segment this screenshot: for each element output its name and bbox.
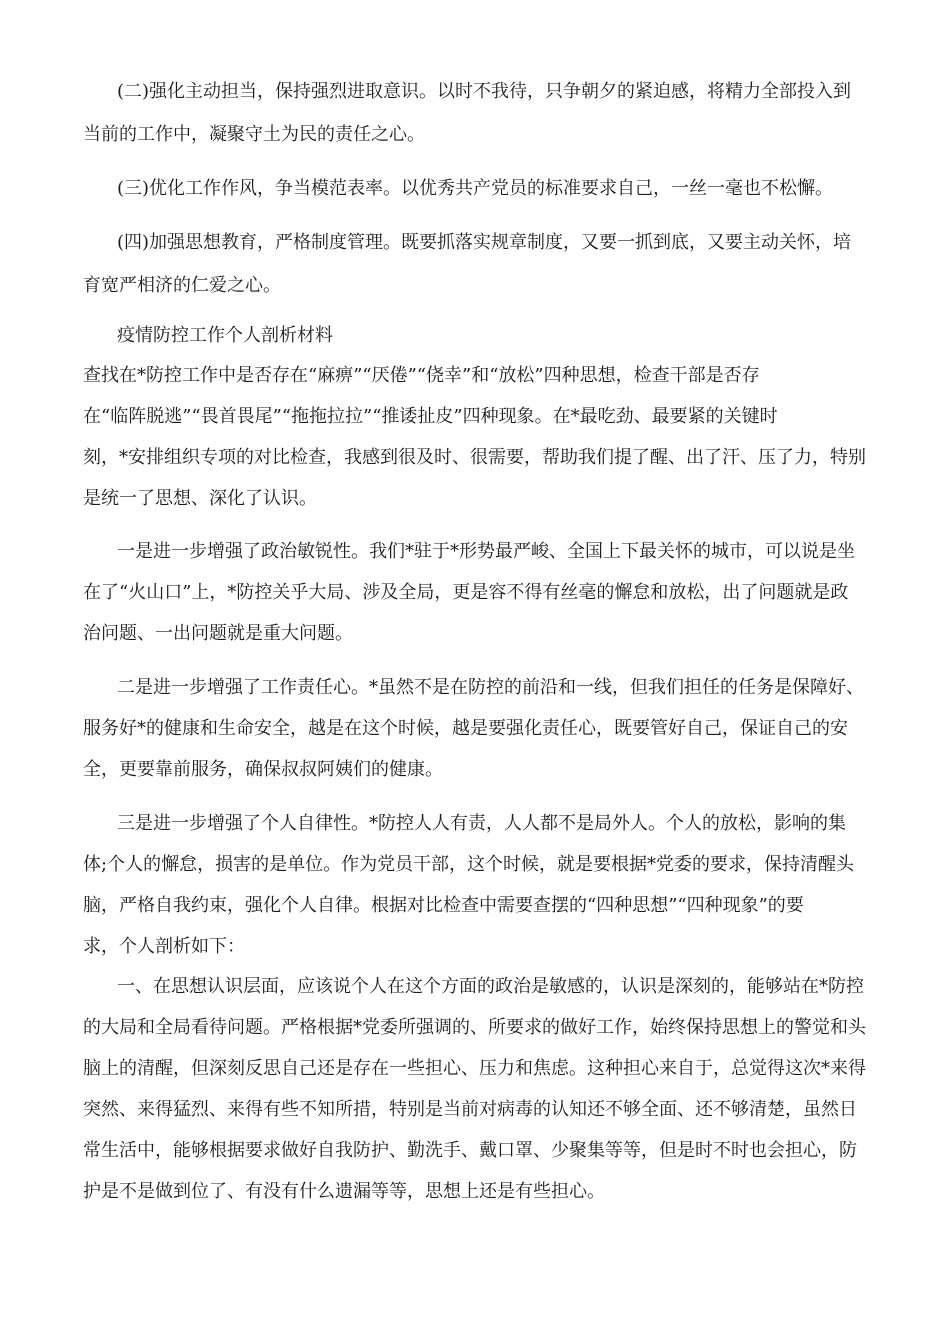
section-heading: 疫情防控工作个人剖析材料 <box>117 325 333 346</box>
text-line: 突然、来得猛烈、来得有些不知所措，特别是当前对病毒的认知还不够全面、还不够清楚，虽然日 <box>83 1099 857 1120</box>
text-line: 在了“火山口”上，*防控关乎大局、涉及全局，更是容不得有丝毫的懈怠和放松，出了问题就是政 <box>83 582 849 603</box>
text-line: 查找在*防控工作中是否存在“麻痹”“厌倦”“侥幸”和“放松”四种思想，检查干部是否存 <box>83 365 760 386</box>
text-line: (四)加强思想教育，严格制度管理。既要抓落实规章制度，又要一抓到底，又要主动关怀，培 <box>117 232 852 253</box>
text-line: 育宽严相济的仁爱之心。 <box>83 275 281 296</box>
text-line: 当前的工作中，凝聚守土为民的责任之心。 <box>83 124 425 145</box>
text-line: 护是不是做到位了、有没有什么遗漏等等，思想上还是有些担心。 <box>83 1181 605 1202</box>
text-line: (三)优化工作作风，争当模范表率。以优秀共产党员的标准要求自己，一丝一毫也不松懈。 <box>117 178 834 199</box>
text-line: 的大局和全局看待问题。严格根据*党委所强调的、所要求的做好工作，始终保持思想上的警觉和头 <box>83 1017 866 1038</box>
text-line: 是统一了思想、深化了认识。 <box>83 488 317 509</box>
text-line: 常生活中，能够根据要求做好自我防护、勤洗手、戴口罩、少聚集等等，但是时不时也会担心，防 <box>83 1140 857 1161</box>
text-line: 刻，*安排组织专项的对比检查，我感到很及时、很需要，帮助我们提了醒、出了汗、压了力，特别 <box>83 447 866 468</box>
text-line: 求，个人剖析如下： <box>83 936 245 957</box>
text-line: 脑上的清醒，但深刻反思自己还是存在一些担心、压力和焦虑。这种担心来自于，总觉得这次*来得 <box>83 1058 866 1079</box>
text-line: 二是进一步增强了工作责任心。*虽然不是在防控的前沿和一线，但我们担任的任务是保障好、 <box>117 677 864 698</box>
text-line: (二)强化主动担当，保持强烈进取意识。以时不我待，只争朝夕的紧迫感，将精力全部投入到 <box>117 81 852 102</box>
text-line: 在“临阵脱逃”“畏首畏尾”“拖拖拉拉”“推诿扯皮”四种现象。在*最吃劲、最要紧的关键时 <box>83 406 778 427</box>
text-line: 全，更要靠前服务，确保叔叔阿姨们的健康。 <box>83 759 443 780</box>
text-line: 脑，严格自我约束，强化个人自律。根据对比检查中需要查摆的“四种思想”“四种现象”的要 <box>83 895 804 916</box>
text-line: 一是进一步增强了政治敏锐性。我们*驻于*形势最严峻、全国上下最关怀的城市，可以说是坐 <box>117 541 855 562</box>
text-line: 三是进一步增强了个人自律性。*防控人人有责，人人都不是局外人。个人的放松，影响的集 <box>117 813 846 834</box>
text-line: 服务好*的健康和生命安全，越是在这个时候，越是要强化责任心，既要管好自己，保证自己的安 <box>83 718 848 739</box>
text-line: 一、在思想认识层面，应该说个人在这个方面的政治是敏感的，认识是深刻的，能够站在*防控 <box>117 976 864 997</box>
text-line: 体;个人的懈怠，损害的是单位。作为党员干部，这个时候，就是要根据*党委的要求，保持清醒头 <box>83 854 855 875</box>
text-line: 治问题、一出问题就是重大问题。 <box>83 623 353 644</box>
